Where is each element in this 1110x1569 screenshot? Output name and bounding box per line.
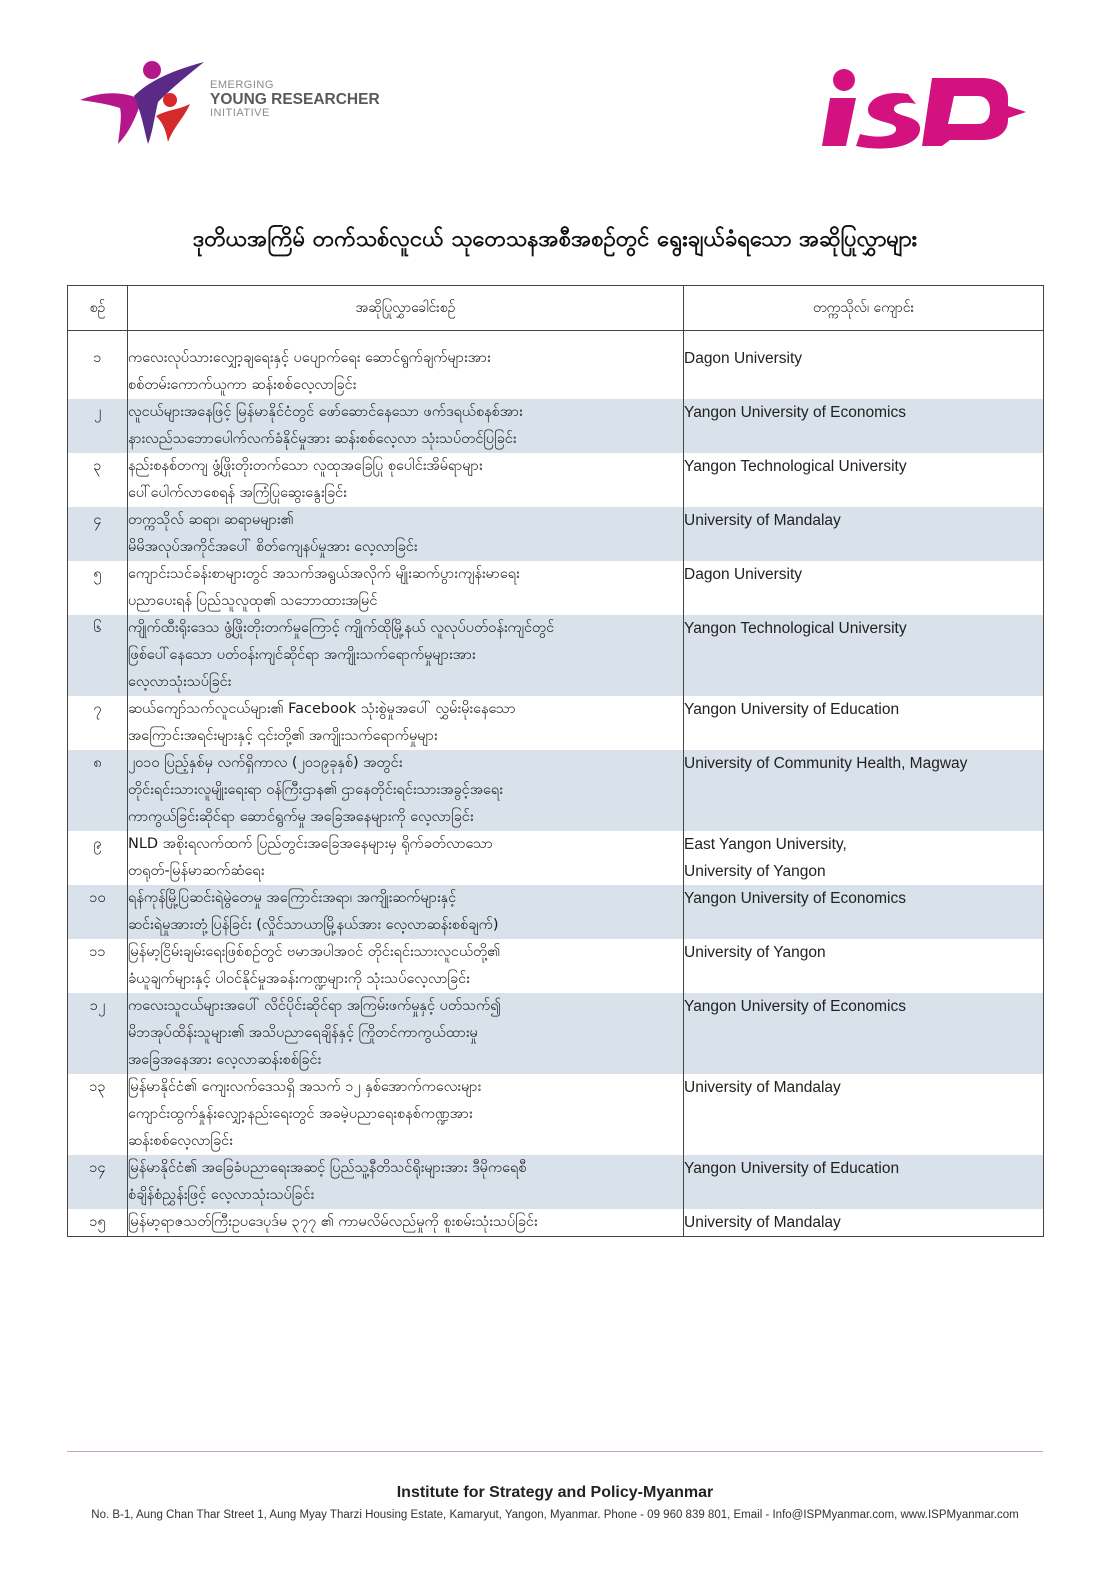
table-row [68,1209,1044,1237]
row-number: ၁၅ [68,1209,128,1237]
topic-line: ပညာပေးရန် ပြည်သူလူထု၏ သဘောထားအမြင် [128,593,378,609]
topic-line: စံချိန်စံညွှန်းဖြင့် လေ့လာသုံးသပ်ခြင်း [128,1187,315,1203]
row-university [684,1155,1044,1209]
topic-line: ကလေးလုပ်သားလျှော့ချရေးနှင့် ပပျောက်ရေး ဆောင်ရွက်ချက်များအား [128,350,491,366]
row-university [684,885,1044,939]
row-number: ၄ [68,507,128,561]
topic-line: အခြေအနေအား လေ့လာဆန်းစစ်ခြင်း [128,1052,322,1068]
topic-line: တက္ကသိုလ် ဆရာ၊ ဆရာမများ၏ [128,512,294,528]
topic-line: ပေါ်ပေါက်လာစေရန် အကြံပြုဆွေးနွေးခြင်း [128,485,347,501]
topic-line: ကျိုက်ထီးရိုးဒေသ ဖွံ့ဖြိုးတိုးတက်မှုကြောင့် ကျိုက်ထိုမြို့နယ် လူလုပ်ပတ်ဝန်းကျင်တွင် [128,620,555,636]
university-line: University of Community Health, Magway [684,755,968,772]
topic-line: မြန်မာ့ငြိမ်းချမ်းရေးဖြစ်စဉ်တွင် ဗမာအပါအဝင် တိုင်းရင်းသားလူငယ်တို့၏ [128,944,501,960]
row-university [684,1209,1044,1237]
row-number: ၁၂ [68,993,128,1074]
row-number: ၂ [68,399,128,453]
university-line: University of Mandalay [684,1079,841,1096]
row-number: ၁၄ [68,1155,128,1209]
topic-line: လေ့လာသုံးသပ်ခြင်း [128,674,232,690]
row-university [684,696,1044,750]
table-row [68,615,1044,696]
row-topic [128,750,684,831]
topic-line: အကြောင်းအရင်းများနှင့် ၎င်းတို့၏ အကျိုးသက်ရောက်မှုများ [128,728,438,744]
topic-line: ဆင်းရဲမှုအားတုံ့ပြန်ခြင်း (လှိုင်သာယာမြို့နယ်အား လေ့လာဆန်းစစ်ချက်) [128,917,499,933]
isp-arrow-icon [922,78,1026,146]
topic-line: လူငယ်များအနေဖြင့် မြန်မာနိုင်ငံတွင် ဖော်ဆောင်နေသော ဖက်ဒရယ်စနစ်အား [128,404,523,420]
row-number: ၁၀ [68,885,128,939]
university-line: Yangon University of Economics [684,404,906,421]
eyri-line-3: INITIATIVE [210,106,270,119]
page-title: ဒုတိယအကြိမ် တက်သစ်လူငယ် သုတေသနအစီအစဉ်တွင် ရွေးချယ်ခံရသော အဆိုပြုလွှာများ [192,227,918,252]
topic-line: ဖြစ်ပေါ်နေသော ပတ်ဝန်းကျင်ဆိုင်ရာ အကျိုးသက်ရောက်မှုများအား [128,647,476,663]
row-number: ၁၃ [68,1074,128,1155]
row-university [684,615,1044,696]
row-topic [128,507,684,561]
topic-line: မိဘအုပ်ထိန်းသူများ၏ အသိပညာရေချိန်နှင့် ကြိုတင်ကာကွယ်ထားမှု [128,1025,478,1041]
university-line: Yangon University of Education [684,701,900,718]
university-line: University of Mandalay [684,1214,841,1231]
university-line: Dagon University [684,350,803,367]
topic-line: ရန်ကုန်မြို့ပြဆင်းရဲမွဲတေမှု အကြောင်းအရာ၊ အကျိုးဆက်များနှင့် [128,890,457,906]
row-number: ၁၁ [68,939,128,993]
table-row [68,1155,1044,1209]
row-number: ၁ [68,331,128,400]
topic-line: တရုတ်-မြန်မာဆက်ဆံရေး [128,863,265,879]
row-number: ၃ [68,453,128,507]
table-row [68,831,1044,885]
row-topic [128,331,684,400]
row-topic [128,831,684,885]
table-row [68,885,1044,939]
row-topic [128,615,684,696]
row-topic [128,399,684,453]
row-topic [128,1155,684,1209]
row-university [684,507,1044,561]
row-topic [128,1209,684,1237]
eyri-logo [74,56,404,148]
topic-line: မြန်မာနိုင်ငံ၏ အခြေခံပညာရေးအဆင့် ပြည်သူ့နီတိသင်ရိုးများအား ဒီမိုကရေစီ [128,1160,527,1176]
topic-line: ၂၀၁၀ ပြည့်နှစ်မှ လက်ရှိကာလ (၂၀၁၉ခုနှစ်) အတွင်း [128,755,403,771]
university-line: University of Mandalay [684,512,841,529]
row-topic [128,939,684,993]
header-university: တက္ကသိုလ်၊ ကျောင်း [684,286,1044,331]
university-line: Dagon University [684,566,803,583]
topic-line: ကျောင်းထွက်နှုန်းလျှော့နည်းရေးတွင် အခမဲ့ပညာရေးစနစ်ကဏ္ဍအား [128,1106,473,1122]
row-university [684,993,1044,1074]
table-row [68,331,1044,400]
isp-dot-icon [833,69,855,91]
university-line: Yangon University of Education [684,1160,900,1177]
topic-line: ဆယ်ကျော်သက်လူငယ်များ၏ Facebook သုံးစွဲမှုအပေါ် လွှမ်းမိုးနေသော [128,701,516,717]
university-line: East Yangon University, [684,836,847,853]
topic-line: စစ်တမ်းကောက်ယူကာ ဆန်းစစ်လေ့လာခြင်း [128,377,357,393]
university-line: Yangon Technological University [684,620,907,637]
topic-line: ကျောင်းသင်ခန်းစာများတွင် အသက်အရွယ်အလိုက် မျိုးဆက်ပွားကျန်းမာရေး [128,566,520,582]
row-university [684,750,1044,831]
topic-line: ဆန်းစစ်လေ့လာခြင်း [128,1133,233,1149]
table-row [68,561,1044,615]
isp-logo-text: iSP [924,112,931,117]
header-num: စဉ် [68,286,128,331]
university-line: University of Yangon [684,863,826,880]
row-topic [128,561,684,615]
table-header-row [68,286,1044,331]
row-number: ၆ [68,615,128,696]
header-topic: အဆိုပြုလွှာခေါင်းစဉ် [128,286,684,331]
footer-org-name: Institute for Strategy and Policy-Myanmar [396,1484,714,1501]
university-line: Yangon Technological University [684,458,907,475]
topic-line: မြန်မာ့ရာဇသတ်ကြီးဥပဒေပုဒ်မ ၃၇၇ ၏ ကာမလိမ်လည်မှုကို စူးစမ်းသုံးသပ်ခြင်း [128,1214,538,1230]
topic-line: NLD အစိုးရလက်ထက် ပြည်တွင်းအခြေအနေများမှ ရိုက်ခတ်လာသော [128,836,493,852]
topic-line: နည်းစနစ်တကျ ဖွံ့ဖြိုးတိုးတက်သော လူထုအခြေပြု စုပေါင်းအိမ်ရာများ [128,458,483,474]
row-topic [128,696,684,750]
row-university [684,453,1044,507]
row-university [684,399,1044,453]
row-number: ၉ [68,831,128,885]
table-row [68,939,1044,993]
table-row [68,696,1044,750]
row-university [684,561,1044,615]
table-body [68,331,1044,1237]
row-university [684,1074,1044,1155]
topic-line: ကလေးသူငယ်များအပေါ် လိင်ပိုင်းဆိုင်ရာ အကြမ်းဖက်မှုနှင့် ပတ်သက်၍ [128,998,502,1014]
footer-address: No. B-1, Aung Chan Thar Street 1, Aung Myay Tharzi Housing Estate, Kamaryut, Yangon, Myanmar. Phone - 09 960 839 801, Email - Info@ISPMyanmar.com, www.ISPMyanmar.com [91,1509,1019,1521]
university-line: Yangon University of Economics [684,998,906,1015]
table-row [68,453,1044,507]
topic-line: တိုင်းရင်းသားလူမျိုးရေးရာ ဝန်ကြီးဌာန၏ ဌာနေတိုင်းရင်းသားအခွင့်အရေး [128,782,503,798]
topic-line: နားလည်သဘောပေါက်လက်ခံနိုင်မှုအား ဆန်းစစ်လေ့လာ သုံးသပ်တင်ပြခြင်း [128,431,517,447]
row-university [684,939,1044,993]
eyri-line-1: EMERGING [210,79,274,91]
row-university [684,331,1044,400]
topic-line: မိမိအလုပ်အကိုင်အပေါ် စိတ်ကျေနပ်မှုအား လေ့လာခြင်း [128,539,418,555]
footer-divider [67,1451,1043,1452]
eyri-emblem-icon [74,56,209,148]
row-topic [128,993,684,1074]
topic-line: ကာကွယ်ခြင်းဆိုင်ရာ ဆောင်ရွက်မှု အခြေအနေများကို လေ့လာခြင်း [128,809,474,825]
eyri-line-2: YOUNG RESEARCHER [210,90,380,108]
table-row [68,507,1044,561]
university-line: University of Yangon [684,944,826,961]
university-line: Yangon University of Economics [684,890,906,907]
row-topic [128,1074,684,1155]
row-number: ၅ [68,561,128,615]
row-topic [128,885,684,939]
table-row [68,399,1044,453]
row-number: ၈ [68,750,128,831]
topic-line: ခံယူချက်များနှင့် ပါဝင်နိုင်မှုအခန်းကဏ္ဍများကို သုံးသပ်လေ့လာခြင်း [128,971,470,987]
table-row [68,750,1044,831]
isp-logo [822,68,1027,150]
row-topic [128,453,684,507]
topic-line: မြန်မာနိုင်ငံ၏ ကျေးလက်ဒေသရှိ အသက် ၁၂ နှစ်အောက်ကလေးများ [128,1079,482,1095]
row-number: ၇ [68,696,128,750]
table-row [68,1074,1044,1155]
row-university [684,831,1044,885]
proposals-table [67,285,1044,1237]
table-row [68,993,1044,1074]
